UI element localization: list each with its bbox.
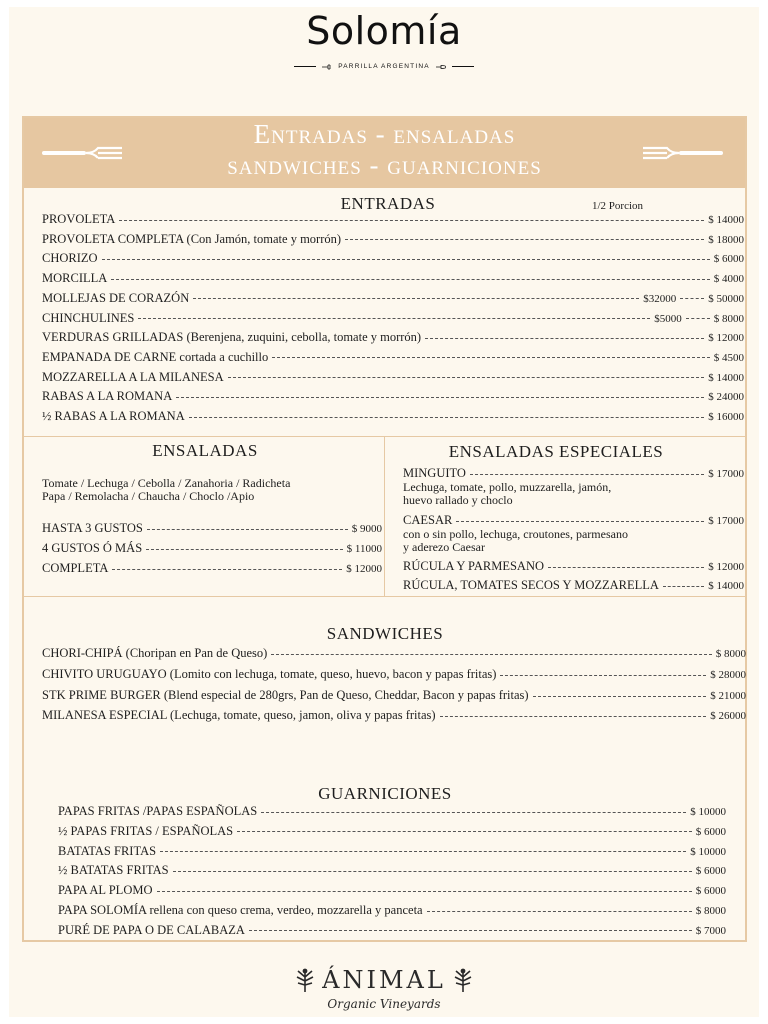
dot-leader xyxy=(112,568,342,570)
fork-icon xyxy=(643,144,723,162)
especiales-item xyxy=(403,578,744,593)
section-divider xyxy=(24,596,745,597)
brand-tagline: PARRILLA ARGENTINA xyxy=(338,63,430,70)
especiales-item xyxy=(403,559,744,574)
entradas-item xyxy=(42,232,744,247)
item-price: $ 4500 xyxy=(713,351,744,364)
item-name: RÚCULA Y PARMESANO xyxy=(403,559,545,573)
entradas-item xyxy=(42,311,744,326)
section-title-ensaladas-especiales: ENSALADAS ESPECIALES xyxy=(448,442,664,461)
footer-brand: ÁNIMAL xyxy=(322,966,446,994)
guarnicion-item xyxy=(58,883,726,898)
dot-leader xyxy=(680,297,704,299)
item-name: MOLLEJAS DE CORAZÓN xyxy=(42,290,190,305)
brand-name: Solomía xyxy=(306,9,462,53)
entradas-item xyxy=(42,271,744,286)
sandwich-item xyxy=(42,667,746,682)
vine-leaf-icon xyxy=(452,967,474,993)
brand-logo xyxy=(0,10,768,71)
item-name: PAPA SOLOMÍA rellena con queso crema, verdeo, mozzarella y panceta xyxy=(58,903,423,917)
vine-leaf-icon xyxy=(294,967,316,993)
item-price: $ 8000 xyxy=(713,312,744,325)
entradas-item xyxy=(42,389,744,404)
section-title-guarniciones: GUARNICIONES xyxy=(318,784,452,803)
entradas-item xyxy=(42,212,744,227)
item-name: PAPA AL PLOMO xyxy=(58,883,153,898)
footer-subtitle: Organic Vineyards xyxy=(327,997,441,1011)
dot-leader xyxy=(261,811,686,813)
item-name: BATATAS FRITAS xyxy=(58,843,157,858)
dot-leader xyxy=(272,356,710,358)
item-price: $ 6000 xyxy=(695,885,726,898)
section-title-sandwiches: SANDWICHES xyxy=(326,624,444,643)
item-price: $ 12000 xyxy=(708,332,744,345)
item-name: ½ BATATAS FRITAS xyxy=(58,863,169,878)
banner-title-line1: Entradas - ensaladas xyxy=(253,119,516,149)
half-portion-label: 1/2 Porcion xyxy=(592,200,644,212)
item-name: STK PRIME BURGER (Blend especial de 280grs, Pan de Queso, Cheddar, Bacon y papas fritas) xyxy=(42,688,529,702)
section-title-ensaladas: ENSALADAS xyxy=(152,441,258,460)
item-price: $ 14000 xyxy=(708,371,744,384)
knife-icon xyxy=(436,64,446,70)
item-price: $ 14000 xyxy=(708,214,744,226)
footer-logo xyxy=(0,966,768,1011)
item-price: $ 8000 xyxy=(715,648,746,660)
item-name: COMPLETA xyxy=(42,561,109,575)
item-name: RABAS A LA ROMANA xyxy=(42,389,173,404)
ensaladas-item xyxy=(42,561,382,576)
column-divider xyxy=(384,436,385,596)
sandwich-item xyxy=(42,708,746,723)
item-name: MORCILLA xyxy=(42,271,108,286)
item-name: CHIVITO URUGUAYO (Lomito con lechuga, tomate, queso, huevo, bacon y papas fritas) xyxy=(42,667,497,681)
item-price: $ 9000 xyxy=(351,523,382,535)
item-name: MILANESA ESPECIAL (Lechuga, tomate, queso, jamon, oliva y papas fritas) xyxy=(42,708,436,722)
item-name: EMPANADA DE CARNE cortada a cuchillo xyxy=(42,349,269,364)
dot-leader xyxy=(228,376,705,378)
entradas-item xyxy=(42,370,744,385)
dot-leader xyxy=(102,258,710,260)
item-description: con o sin pollo, lechuga, croutones, parmesano xyxy=(403,527,628,541)
item-price: $ 21000 xyxy=(710,690,746,702)
item-price: $ 17000 xyxy=(708,515,744,527)
entradas-item xyxy=(42,350,744,365)
item-price: $ 4000 xyxy=(713,273,744,286)
item-name: MINGUITO xyxy=(403,466,466,480)
item-description: huevo rallado y choclo xyxy=(403,493,513,507)
item-price: $ 16000 xyxy=(708,411,744,423)
item-name: MOZZARELLA A LA MILANESA xyxy=(42,369,224,384)
menu-banner xyxy=(24,118,745,188)
entradas-item xyxy=(42,409,744,424)
guarnicion-item xyxy=(58,804,726,819)
item-name: PURÉ DE PAPA O DE CALABAZA xyxy=(58,922,245,937)
fork-icon xyxy=(322,64,332,70)
dot-leader xyxy=(138,317,650,319)
dot-leader xyxy=(193,297,639,299)
item-price: $ 14000 xyxy=(708,580,744,592)
item-name: VERDURAS GRILLADAS (Berenjena, zuquini, cebolla, tomate y morrón) xyxy=(42,330,422,345)
item-price: $ 10000 xyxy=(690,806,726,818)
entradas-item xyxy=(42,251,744,266)
dot-leader xyxy=(500,674,706,676)
dot-leader xyxy=(237,830,692,832)
item-name: HASTA 3 GUSTOS xyxy=(42,521,143,535)
dot-leader xyxy=(111,278,709,280)
item-price: $ 24000 xyxy=(708,391,744,404)
dot-leader xyxy=(119,219,704,221)
sandwich-item xyxy=(42,646,746,661)
sandwich-item xyxy=(42,688,746,703)
dot-leader xyxy=(686,317,710,319)
dot-leader xyxy=(470,473,704,475)
dot-leader xyxy=(147,528,348,530)
item-name: ½ RABAS A LA ROMANA xyxy=(42,409,185,423)
dot-leader xyxy=(548,566,704,568)
item-price: $ 6000 xyxy=(695,865,726,878)
dot-leader xyxy=(160,850,686,852)
entradas-item xyxy=(42,330,744,345)
item-description: y aderezo Caesar xyxy=(403,540,485,554)
item-price: $ 10000 xyxy=(690,845,726,858)
tagline-rule-right xyxy=(452,66,474,67)
item-price: $ 6000 xyxy=(713,253,744,266)
especiales-item xyxy=(403,513,744,528)
dot-leader xyxy=(425,337,704,339)
tagline-rule-left xyxy=(294,66,316,67)
dot-leader xyxy=(345,238,704,240)
item-name: CHORIZO xyxy=(42,251,98,266)
item-half-price: $32000 xyxy=(643,292,677,305)
guarnicion-item xyxy=(58,824,726,839)
item-name: CHINCHULINES xyxy=(42,310,135,325)
dot-leader xyxy=(189,416,705,418)
item-name: 4 GUSTOS Ó MÁS xyxy=(42,541,143,555)
item-name: RÚCULA, TOMATES SECOS Y MOZZARELLA xyxy=(403,578,659,592)
item-price: $ 50000 xyxy=(708,292,744,305)
dot-leader xyxy=(663,585,704,587)
dot-leader xyxy=(440,715,707,717)
guarnicion-item xyxy=(58,863,726,878)
especiales-item xyxy=(403,466,744,481)
dot-leader xyxy=(456,520,704,522)
dot-leader xyxy=(176,396,704,398)
item-name: CHORI-CHIPÁ (Choripan en Pan de Queso) xyxy=(42,646,268,660)
item-price: $ 8000 xyxy=(695,905,726,917)
guarnicion-item xyxy=(58,903,726,918)
menu-box xyxy=(22,116,747,942)
guarnicion-item xyxy=(58,923,726,938)
dot-leader xyxy=(249,929,692,931)
item-price: $ 11000 xyxy=(346,543,382,555)
item-name: PROVOLETA xyxy=(42,212,116,226)
item-name: ½ PAPAS FRITAS / ESPAÑOLAS xyxy=(58,823,234,838)
item-price: $ 12000 xyxy=(346,563,382,575)
ensaladas-item xyxy=(42,521,382,536)
item-price: $ 6000 xyxy=(695,825,726,838)
item-price: $ 17000 xyxy=(708,468,744,480)
item-price: $ 7000 xyxy=(695,924,726,937)
dot-leader xyxy=(271,653,711,655)
dot-leader xyxy=(146,548,343,550)
brand-tagline-row xyxy=(294,63,474,70)
item-half-price: $5000 xyxy=(654,312,682,325)
item-price: $ 18000 xyxy=(708,233,744,246)
ensaladas-item xyxy=(42,541,382,556)
entradas-item xyxy=(42,291,744,306)
item-name: CAESAR xyxy=(403,513,453,527)
guarnicion-item xyxy=(58,844,726,859)
item-name: PAPAS FRITAS /PAPAS ESPAÑOLAS xyxy=(58,804,258,818)
section-title-entradas: ENTRADAS xyxy=(340,194,436,213)
salad-ingredients-line2: Papa / Remolacha / Chaucha / Choclo /Apio xyxy=(42,489,255,503)
dot-leader xyxy=(173,870,692,872)
salad-ingredients-line1: Tomate / Lechuga / Cebolla / Zanahoria / Radicheta xyxy=(42,476,291,490)
banner-title-line2: sandwiches - guarniciones xyxy=(227,150,542,180)
dot-leader xyxy=(533,695,707,697)
dot-leader xyxy=(427,910,692,912)
item-price: $ 26000 xyxy=(710,710,746,722)
dot-leader xyxy=(157,890,692,892)
item-description: Lechuga, tomate, pollo, muzzarella, jamón, xyxy=(403,480,612,494)
item-price: $ 12000 xyxy=(708,561,744,573)
item-price: $ 28000 xyxy=(710,669,746,681)
item-name: PROVOLETA COMPLETA (Con Jamón, tomate y morrón) xyxy=(42,231,342,246)
